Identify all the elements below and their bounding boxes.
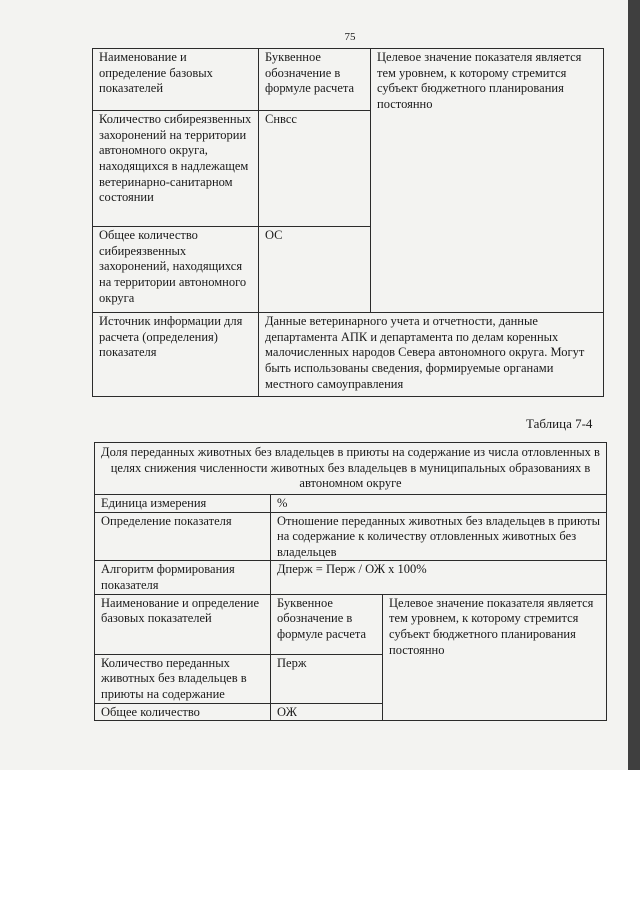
header-symbol-cell: Буквенное обозначение в формуле расчета [259,49,371,111]
source-row [93,313,604,397]
row-symbol-cell: Перж [271,654,383,703]
indicator-table-animals [94,442,607,721]
row-name-cell: Количество переданных животных без владельцев в приюты на содержание [95,654,271,703]
table-caption: Таблица 7-4 [526,416,593,431]
row-name-cell: Общее количество [95,703,271,721]
header-target-cell: Целевое значение показателя является тем уровнем, к которому стремится субъект бюджетного планирования постоянно [371,49,604,313]
unit-label-cell: Единица измерения [95,494,271,512]
indicator-table-base [92,48,604,397]
header-target-cell: Целевое значение показателя является тем уровнем, к которому стремится субъект бюджетного планирования постоянно [383,594,607,721]
unit-value-cell: % [271,494,607,512]
table-title-row [95,443,607,495]
table-title-cell: Доля переданных животных без владельцев в приюты на содержание из числа отловленных в целях снижения численности животных без владельцев в муниципальных образованиях в автономном округе [95,443,607,495]
header-name-cell: Наименование и определение базовых показателей [95,594,271,654]
page-edge-shadow [628,0,640,770]
source-label-cell: Источник информации для расчета (определения) показателя [93,313,259,397]
header-name-cell: Наименование и определение базовых показателей [93,49,259,111]
table-header-row [93,49,604,111]
row-symbol-cell: ОЖ [271,703,383,721]
row-symbol-cell: Снвсс [259,111,371,227]
unit-row [95,494,607,512]
table-header-row [95,594,607,654]
algorithm-value-cell: Дперж = Перж / ОЖ x 100% [271,561,607,594]
definition-value-cell: Отношение переданных животных без владельцев в приюты на содержание к количеству отловленных животных без владельцев [271,512,607,561]
header-symbol-cell: Буквенное обозначение в формуле расчета [271,594,383,654]
algorithm-row [95,561,607,594]
row-symbol-cell: ОС [259,227,371,313]
definition-label-cell: Определение показателя [95,512,271,561]
page-number: 75 [344,31,356,43]
algorithm-label-cell: Алгоритм формирования показателя [95,561,271,594]
definition-row [95,512,607,561]
source-value-cell: Данные ветеринарного учета и отчетности, данные департамента АПК и департамента по делам коренных малочисленных народов Севера автономного округа. Могут быть использованы сведения, формируемые органами местного самоуправления [259,313,604,397]
row-name-cell: Общее количество сибиреязвенных захоронений, находящихся на территории автономного округа [93,227,259,313]
row-name-cell: Количество сибиреязвенных захоронений на территории автономного округа, находящихся в надлежащем ветеринарно-санитарном состоянии [93,111,259,227]
